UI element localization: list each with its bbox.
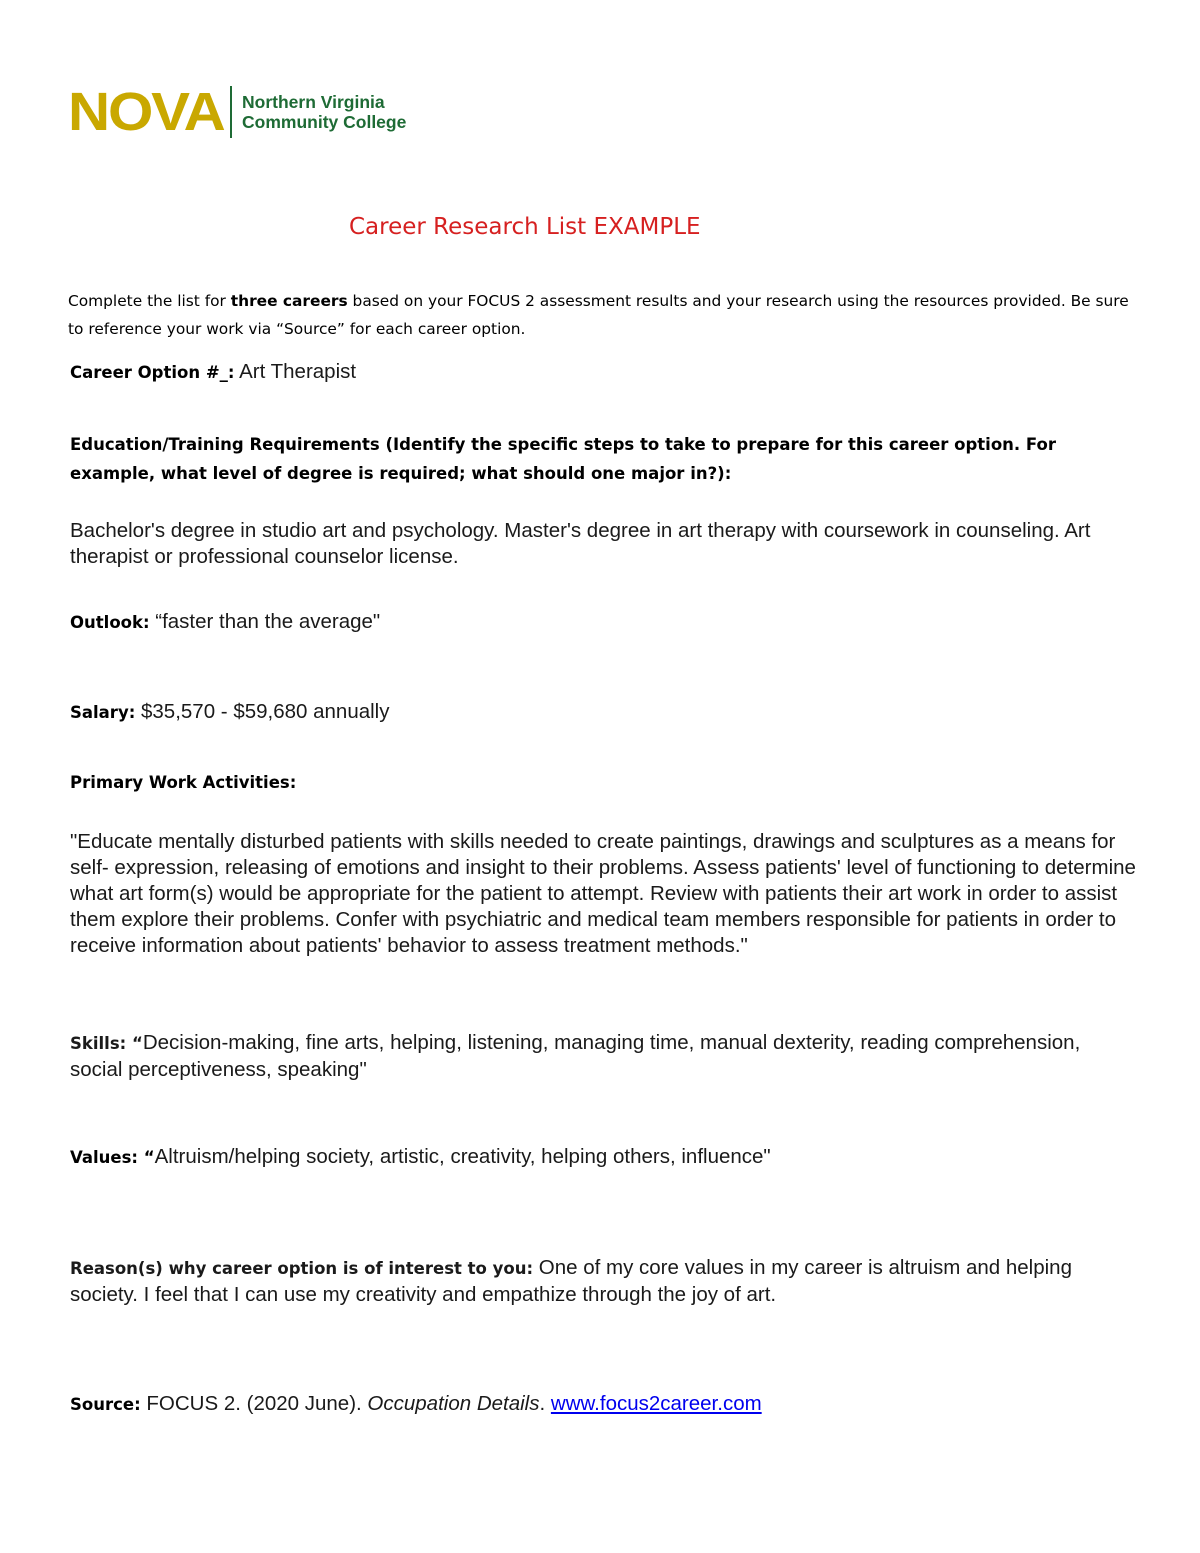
intro-paragraph — [68, 287, 1138, 343]
education-text: Bachelor's degree in studio art and psychology. Master's degree in art therapy with coursework in counseling. Art therapist or professional counselor license. — [70, 519, 1091, 568]
reason-value: One of my core values in my career is altruism and helping society. I feel that I can use my creativity and empathize through the joy of art. — [70, 1256, 1072, 1306]
source-label: Source: — [70, 1395, 141, 1414]
source — [70, 1392, 762, 1416]
logo-mark: NOVA — [68, 82, 224, 142]
primary-work-label: Primary Work Activities: — [70, 773, 297, 792]
logo-line2: Community College — [242, 112, 407, 132]
intro-part2: based on your FOCUS 2 assessment results and your research using the resources provided. Be sure to reference your work via “Source” for each career option. — [68, 292, 1129, 338]
primary-work-text: "Educate mentally disturbed patients with skills needed to create paintings, drawings and sculptures as a means for self- expression, releasing of emotions and insight to their problems. Assess patients' level of functioning to determine what art form(s) would be appropriate for the patient to attempt. Review with patients their art work in order to assist them explore their problems. Confer with psychiatric and medical team members responsible for patients in order to receive information about patients' behavior to assess treatment methods." — [70, 830, 1136, 957]
outlook-value: “faster than the average" — [149, 610, 381, 633]
logo-divider — [230, 86, 232, 138]
source-text2: . — [539, 1392, 551, 1415]
intro-bold: three careers — [230, 292, 348, 310]
career-option — [70, 360, 356, 384]
values-value: Altruism/helping society, artistic, creativity, helping others, influence" — [154, 1145, 771, 1168]
logo-college-name — [242, 92, 406, 132]
intro-part1: Complete the list for — [68, 292, 231, 310]
values — [70, 1145, 771, 1169]
career-option-label: Career Option #_: — [70, 363, 235, 382]
salary-value: $35,570 - $59,680 annually — [135, 700, 390, 723]
education-section — [70, 430, 1130, 488]
primary-work — [70, 773, 296, 792]
outlook-label: Outlook: — [70, 613, 150, 632]
source-italic: Occupation Details — [367, 1392, 540, 1415]
nova-logo — [68, 84, 406, 140]
salary — [70, 700, 390, 724]
skills-label: Skills: “ — [70, 1034, 143, 1053]
career-option-value: Art Therapist — [234, 360, 357, 383]
reason — [70, 1255, 1130, 1308]
skills — [70, 1030, 1130, 1083]
reason-label: Reason(s) why career option is of interest to you: — [70, 1259, 534, 1278]
education-label: Education/Training Requirements (Identify the specific steps to take to prepare for this career option. For example, what level of degree is required; what should one major in?): — [70, 435, 1057, 483]
outlook — [70, 610, 380, 634]
salary-label: Salary: — [70, 703, 136, 722]
skills-value: Decision-making, fine arts, helping, listening, managing time, manual dexterity, reading comprehension, social perceptiveness, speaking" — [70, 1031, 1081, 1081]
source-text1: FOCUS 2. (2020 June). — [140, 1392, 368, 1415]
values-label: Values: “ — [70, 1148, 155, 1167]
page-title: Career Research List EXAMPLE — [349, 214, 701, 240]
source-link[interactable]: www.focus2career.com — [550, 1392, 762, 1415]
logo-line1: Northern Virginia — [242, 92, 385, 112]
